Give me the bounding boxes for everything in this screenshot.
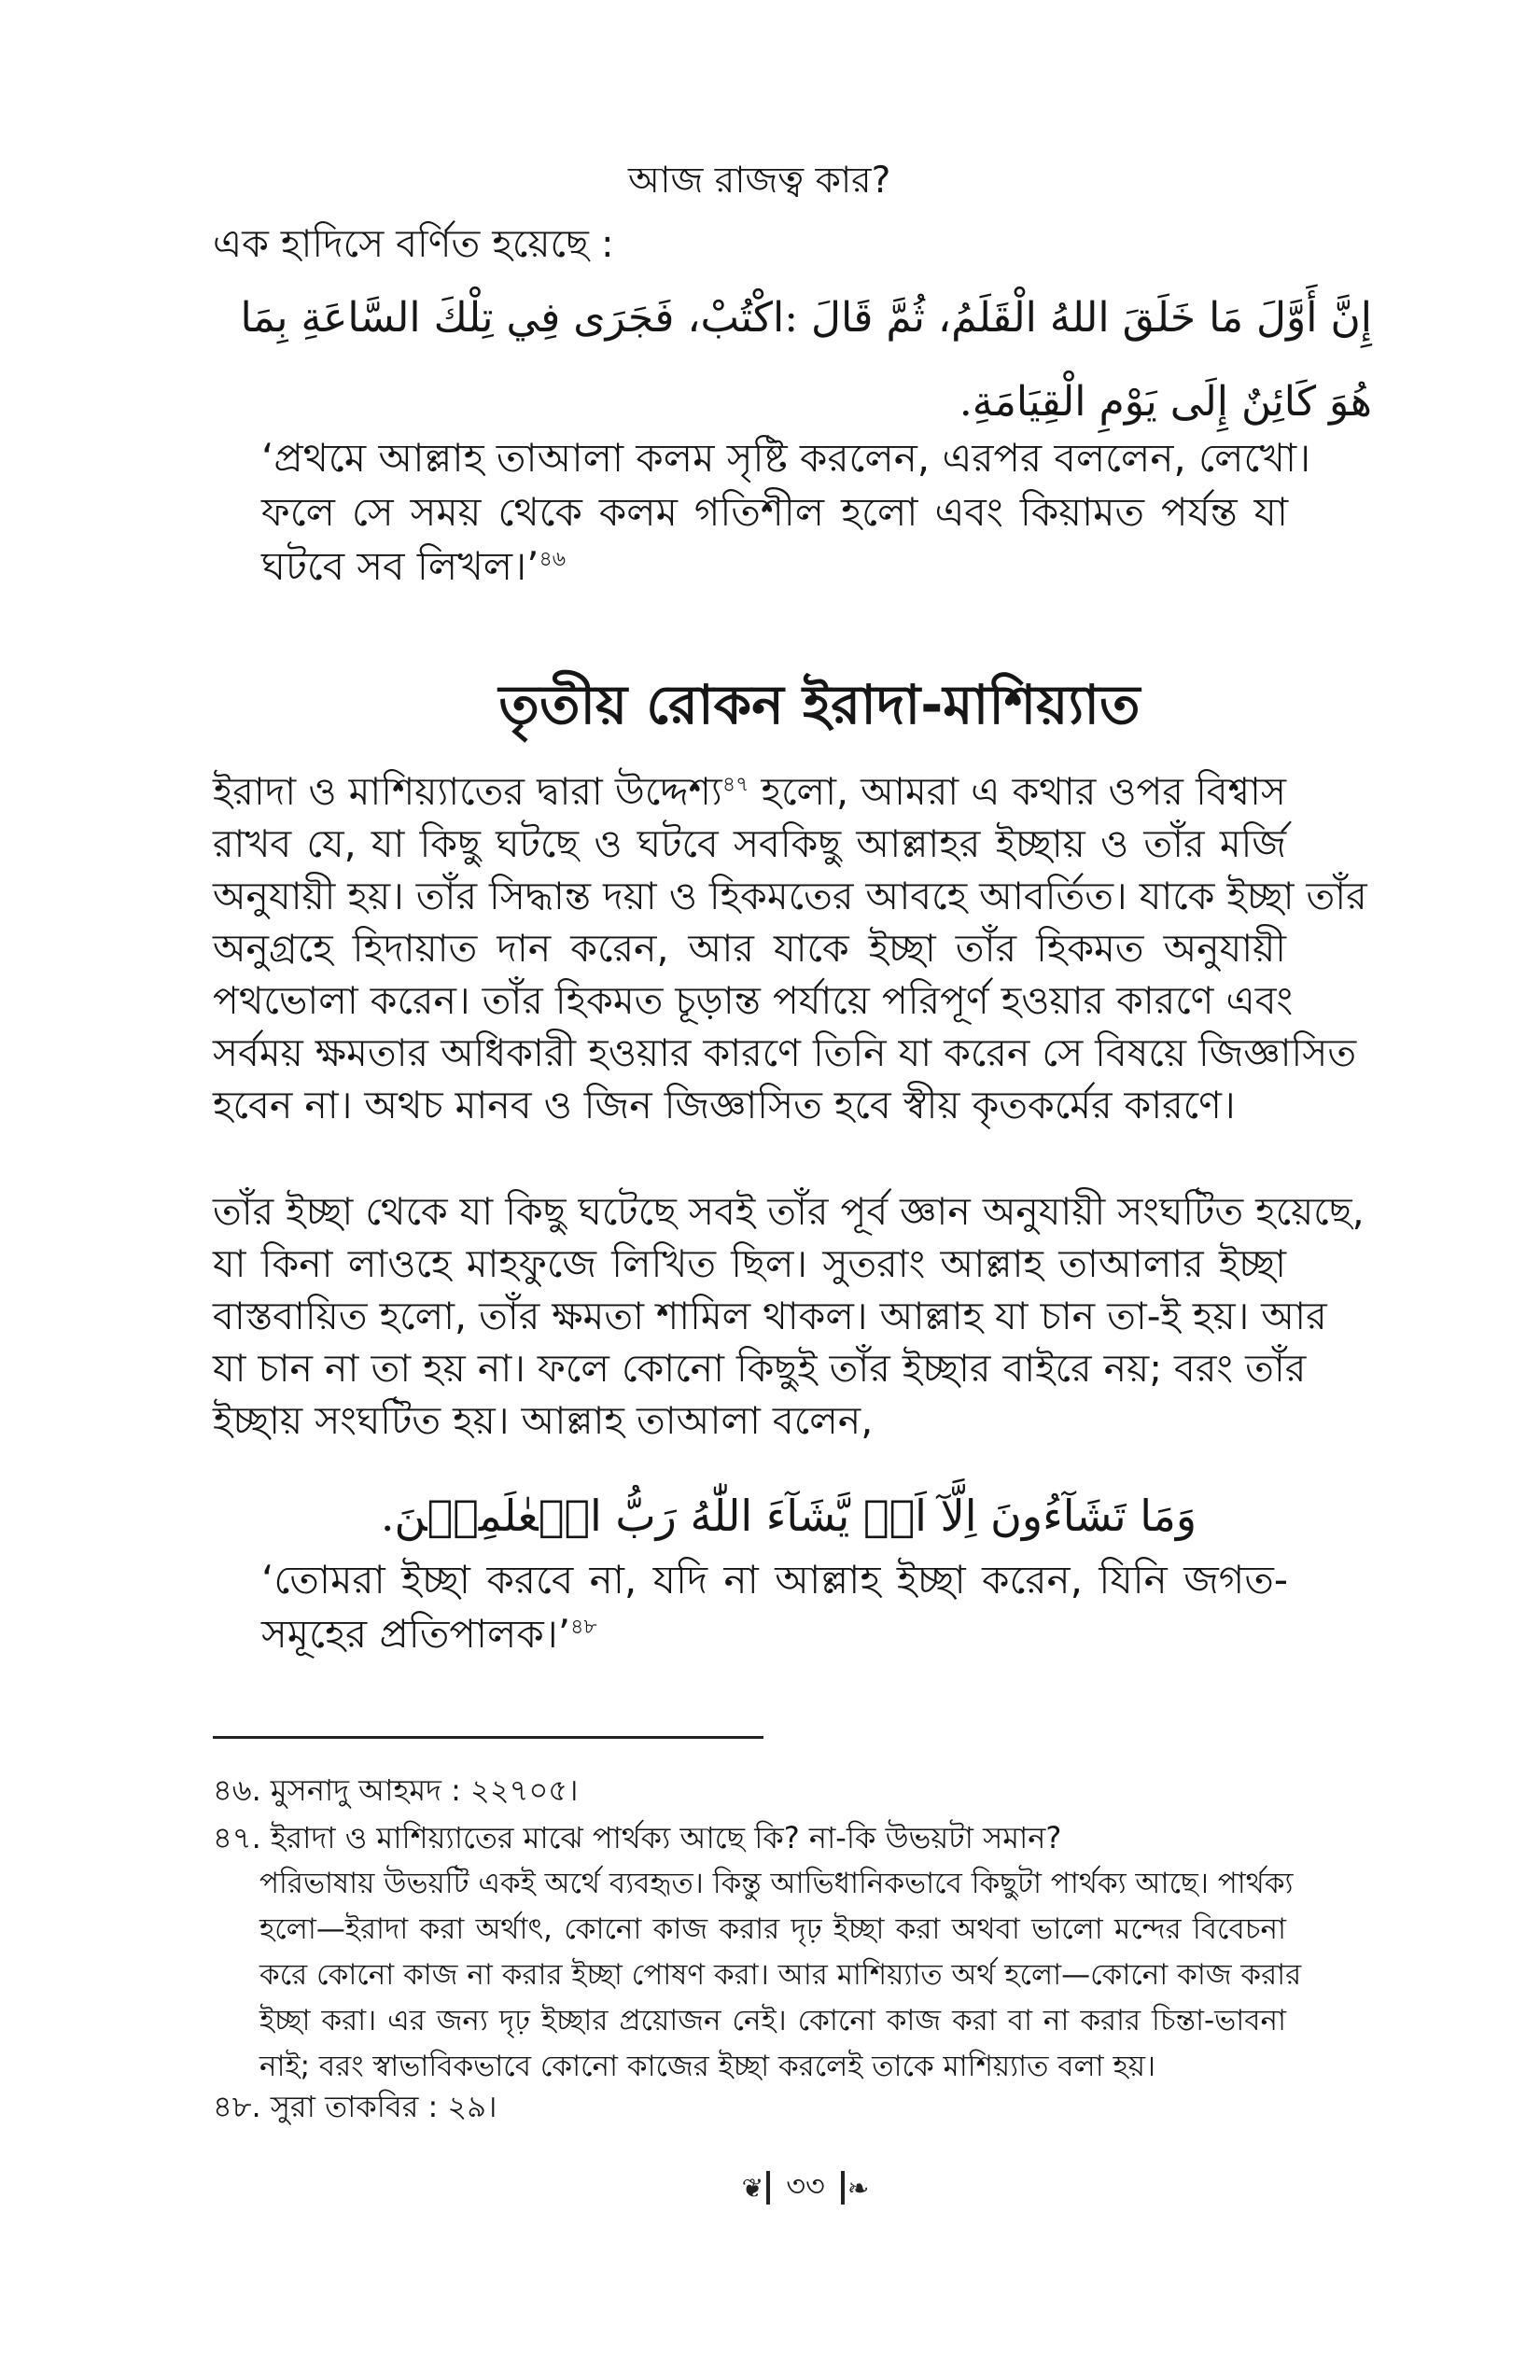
paragraph-line: অনুযায়ী হয়। তাঁর সিদ্ধান্ত দয়া ও হিকমতের আবহে আবর্তিত। যাকে ইচ্ছা তাঁর [213,874,1367,918]
continued-text-line: আজ রাজত্ব কার? [628,160,891,202]
right-bar [841,2171,845,2205]
paragraph-line: তাঁর ইচ্ছা থেকে যা কিছু ঘটেছে সবই তাঁর পূর্ব জ্ঞান অনুযায়ী সংঘটিত হয়েছে, [213,1189,1365,1234]
footnote-48: ৪৮. সুরা তাকবির : ২৯। [213,2089,497,2124]
quote-line: সমূহের প্রতিপালক।’$^{৪৮}$ [261,1611,597,1657]
verse-translation [261,1553,1288,1661]
footnote-line: ইচ্ছা করা। এর জন্য দৃঢ় ইচ্ছার প্রয়োজন নেই। কোনো কাজ করা বা না করার চিন্তা-ভাবনা [259,2004,1286,2037]
paragraph-line: ইরাদা ও মাশিয়্যাতের দ্বারা উদ্দেশ্য$^{৪৭}$ হলো, আমরা এ কথার ওপর বিশ্বাস [213,769,1286,814]
footnote-46: ৪৬. মুসনাদু আহমদ : ২২৭০৫। [213,1772,579,1808]
arabic-hadith-line-2: هُوَ كَائِنٌ إِلَى يَوْمِ الْقِيَامَةِ. [959,378,1372,426]
left-bar [766,2171,770,2205]
paragraph-line: সর্বময় ক্ষমতার অধিকারী হওয়ার কারণে তিনি যা করেন সে বিষয়ে জিজ্ঞাসিত [213,1030,1357,1075]
paragraph-line: হবেন না। অথচ মানব ও জিন জিজ্ঞাসিত হবে স্বীয় কৃতকর্মের কারণে। [213,1083,1236,1127]
footnote-line: নাই; বরং স্বাভাবিকভাবে কোনো কাজের ইচ্ছা করলেই তাকে মাশিয়্যাত বলা হয়। [259,2050,1156,2083]
hadith-intro: এক হাদিসে বর্ণিত হয়েছে : [213,221,614,266]
quote-line: ‘তোমরা ইচ্ছা করবে না, যদি না আল্লাহ ইচ্ছা করেন, যিনি জগত- [261,1557,1288,1603]
footnote-ref-46[interactable]: ৪৬ [539,548,567,571]
footnote-ref-48[interactable]: ৪৮ [570,1616,597,1639]
paragraph-line: ইচ্ছায় সংঘটিত হয়। আল্লাহ তাআলা বলেন, [213,1398,874,1443]
left-flourish-icon: ❦ [741,2172,764,2204]
quote-line: ‘প্রথমে আল্লাহ তাআলা কলম সৃষ্টি করলেন, এরপর বললেন, লেখো। [261,435,1311,481]
paragraph-line: যা কিনা লাওহে মাহফুজে লিখিত ছিল। সুতরাং আল্লাহ তাআলার ইচ্ছা [213,1241,1286,1286]
arabic-hadith-line-1: إِنَّ أَوَّلَ مَا خَلَقَ اللهُ الْقَلَمُ، ثُمَّ قَالَ :اكْتُبْ، فَجَرَى فِي تِلْكَ السَّاعَةِ بِمَا [240,294,1372,342]
paragraph-line: যা চান না তা হয় না। ফলে কোনো কিছুই তাঁর ইচ্ছার বাইরে নয়; বরং তাঁর [213,1346,1307,1391]
quran-verse-arabic: وَمَا تَشَآءُونَ اِلَّآ اَنۡ يَّشَآءَ اللّٰهُ رَبُّ الۡعٰلَمِيۡنَ. [380,1491,1197,1541]
section-heading: তৃতীয় রোকন ইরাদা-মাশিয়্যাত [498,673,1141,736]
right-flourish-icon: ❧ [847,2172,870,2204]
paragraph-1 [213,765,1367,1131]
page-number-ornament [726,2167,885,2208]
footnote-divider [213,1736,763,1739]
quote-line: ঘটবে সব লিখল।’$^{৪৬}$ [261,543,567,589]
paragraph-line: রাখব যে, যা কিছু ঘটছে ও ঘটবে সবকিছু আল্লাহর ইচ্ছায় ও তাঁর মর্জি [213,821,1286,866]
footnote-47-body [259,1861,1302,2090]
paragraph-line: বাস্তবায়িত হলো, তাঁর ক্ষমতা শামিল থাকল। আল্লাহ যা চান তা-ই হয়। আর [213,1294,1327,1338]
footnote-line: হলো—ইরাদা করা অর্থাৎ, কোনো কাজ করার দৃঢ় ইচ্ছা করা অথবা ভালো মন্দের বিবেচনা [259,1912,1286,1946]
hadith-translation [261,431,1311,594]
paragraph-line: পথভোলা করেন। তাঁর হিকমত চূড়ান্ত পর্যায়ে পরিপূর্ণ হওয়ার কারণে এবং [213,978,1294,1023]
footnote-47-title: ৪৭. ইরাদা ও মাশিয়্যাতের মাঝে পার্থক্য আছে কি? না-কি উভয়টা সমান? [213,1820,1062,1855]
footnote-ref-47[interactable]: ৪৭ [721,773,749,797]
quote-line: ফলে সে সময় থেকে কলম গতিশীল হলো এবং কিয়ামত পর্যন্ত যা [261,489,1288,535]
footnote-line: করে কোনো কাজ না করার ইচ্ছা পোষণ করা। আর মাশিয়্যাত অর্থ হলো—কোনো কাজ করার [259,1958,1302,1992]
footnote-line: পরিভাষায় উভয়টি একই অর্থে ব্যবহৃত। কিন্তু আভিধানিকভাবে কিছুটা পার্থক্য আছে। পার্থক্য [259,1867,1294,1900]
paragraph-2 [213,1185,1365,1447]
paragraph-line: অনুগ্রহে হিদায়াত দান করেন, আর যাকে ইচ্ছা তাঁর হিকমত অনুযায়ী [213,926,1286,971]
page-number: ৩৩ [786,2168,825,2204]
